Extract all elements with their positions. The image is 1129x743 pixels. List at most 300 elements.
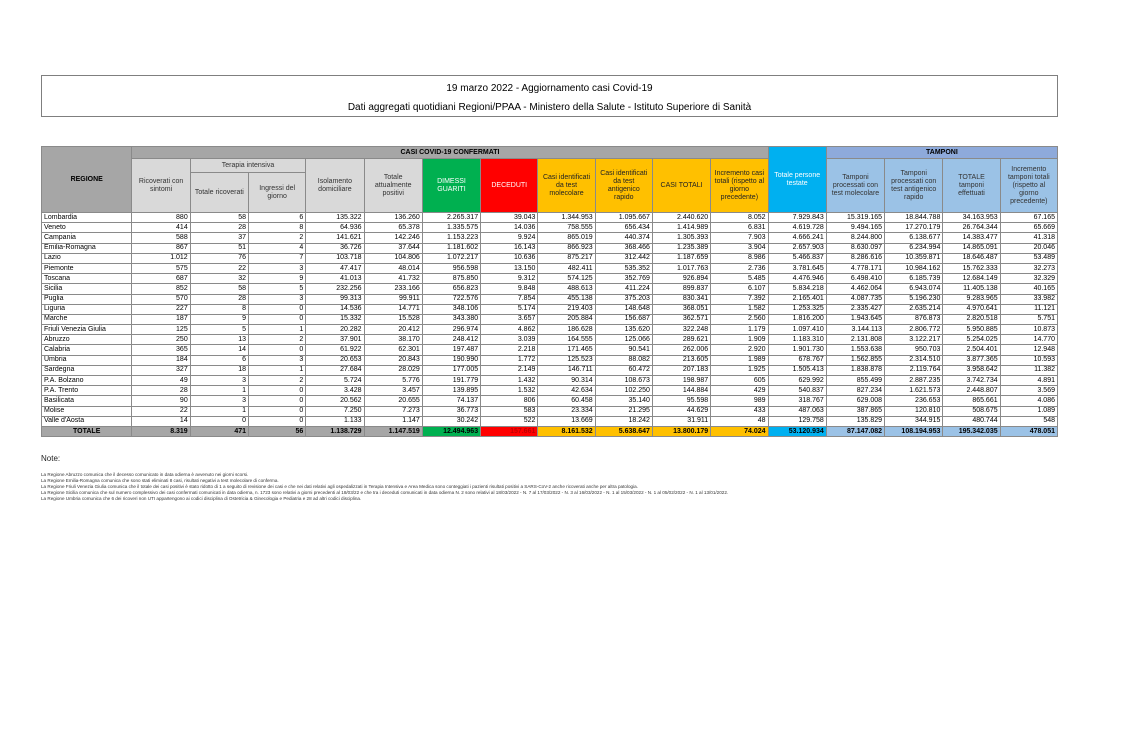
table-cell: 141.621 bbox=[306, 233, 364, 243]
table-cell: 1.305.393 bbox=[652, 233, 710, 243]
table-cell: 1.187.659 bbox=[652, 253, 710, 263]
table-cell: 1 bbox=[249, 325, 306, 335]
table-cell: 36.726 bbox=[306, 243, 364, 253]
totals-cell: 13.800.179 bbox=[652, 426, 710, 436]
table-cell: 47.417 bbox=[306, 263, 364, 273]
table-cell: 605 bbox=[711, 376, 768, 386]
table-row bbox=[42, 263, 1058, 273]
table-cell: 32.273 bbox=[1000, 263, 1057, 273]
table-cell: 58 bbox=[190, 284, 248, 294]
table-cell: 33.982 bbox=[1000, 294, 1057, 304]
table-cell: 989 bbox=[711, 396, 768, 406]
header-deceduti: DECEDUTI bbox=[481, 159, 538, 213]
table-cell: 433 bbox=[711, 406, 768, 416]
table-cell: 1.989 bbox=[711, 355, 768, 365]
table-cell: 950.703 bbox=[885, 345, 943, 355]
table-cell: 20.046 bbox=[1000, 243, 1057, 253]
table-cell: 4.666.241 bbox=[768, 233, 826, 243]
table-cell: 3 bbox=[249, 263, 306, 273]
totals-cell: 5.638.647 bbox=[595, 426, 652, 436]
table-cell: 38.170 bbox=[364, 335, 422, 345]
table-cell: 41.013 bbox=[306, 274, 364, 284]
table-cell: 1.414.989 bbox=[652, 223, 710, 233]
table-cell: 8 bbox=[190, 304, 248, 314]
region-name-cell: Molise bbox=[42, 406, 132, 416]
table-cell: 51 bbox=[190, 243, 248, 253]
region-name-cell: P.A. Trento bbox=[42, 386, 132, 396]
table-cell: 8.986 bbox=[711, 253, 768, 263]
table-cell: 865.019 bbox=[538, 233, 595, 243]
table-cell: 125.523 bbox=[538, 355, 595, 365]
region-name-cell: Abruzzo bbox=[42, 335, 132, 345]
table-cell: 2.560 bbox=[711, 314, 768, 324]
table-cell: 60.458 bbox=[538, 396, 595, 406]
table-cell: 198.987 bbox=[652, 376, 710, 386]
table-cell: 13.669 bbox=[538, 416, 595, 426]
table-row bbox=[42, 304, 1058, 314]
table-cell: 574.125 bbox=[538, 274, 595, 284]
table-cell: 65.378 bbox=[364, 223, 422, 233]
table-cell: 187 bbox=[132, 314, 190, 324]
note-line: La Regione Friuli Venezia Giulia comunica che il totale dei casi positivi è stato ridotto di 1 a seguito di revisione dei casi e che nei dati relativi agli ospedalizzati in Terapia Intensiva e Area Medica sono conteggiati i pazienti risultati positivi a SARS-CoV-2 anche ricoverati anche per altra patologia. bbox=[41, 484, 638, 489]
table-cell: 629.992 bbox=[768, 376, 826, 386]
table-cell: 3.657 bbox=[481, 314, 538, 324]
table-cell: 2.335.427 bbox=[826, 304, 884, 314]
table-cell: 135.829 bbox=[826, 416, 884, 426]
table-cell: 28 bbox=[190, 223, 248, 233]
table-cell: 16.143 bbox=[481, 243, 538, 253]
table-cell: 53.489 bbox=[1000, 253, 1057, 263]
table-cell: 880 bbox=[132, 213, 190, 223]
table-cell: 61.922 bbox=[306, 345, 364, 355]
table-cell: 15.319.165 bbox=[826, 213, 884, 223]
table-cell: 440.374 bbox=[595, 233, 652, 243]
table-cell: 1.235.389 bbox=[652, 243, 710, 253]
table-cell: 27.684 bbox=[306, 365, 364, 375]
notes-section bbox=[41, 455, 728, 502]
table-cell: 12.684.149 bbox=[943, 274, 1000, 284]
table-row bbox=[42, 314, 1058, 324]
table-cell: 855.499 bbox=[826, 376, 884, 386]
totals-cell: 8.161.532 bbox=[538, 426, 595, 436]
table-cell: 2.806.772 bbox=[885, 325, 943, 335]
region-name-cell: Sardegna bbox=[42, 365, 132, 375]
table-cell: 5.174 bbox=[481, 304, 538, 314]
table-cell: 2.736 bbox=[711, 263, 768, 273]
table-cell: 156.687 bbox=[595, 314, 652, 324]
table-cell: 414 bbox=[132, 223, 190, 233]
table-cell: 139.895 bbox=[422, 386, 480, 396]
table-cell: 6.138.677 bbox=[885, 233, 943, 243]
table-body bbox=[42, 213, 1058, 437]
header-isolamento: Isolamento domiciliare bbox=[306, 159, 364, 213]
table-cell: 3 bbox=[249, 294, 306, 304]
table-row bbox=[42, 253, 1058, 263]
table-cell: 429 bbox=[711, 386, 768, 396]
region-name-cell: Sicilia bbox=[42, 284, 132, 294]
table-cell: 108.673 bbox=[595, 376, 652, 386]
table-cell: 362.571 bbox=[652, 314, 710, 324]
table-cell: 348.106 bbox=[422, 304, 480, 314]
table-cell: 135.322 bbox=[306, 213, 364, 223]
table-cell: 629.008 bbox=[826, 396, 884, 406]
table-cell: 125 bbox=[132, 325, 190, 335]
table-cell: 722.576 bbox=[422, 294, 480, 304]
table-row bbox=[42, 376, 1058, 386]
table-cell: 6 bbox=[249, 213, 306, 223]
report-title-box bbox=[41, 75, 1058, 117]
table-cell: 4.891 bbox=[1000, 376, 1057, 386]
table-cell: 1.553.638 bbox=[826, 345, 884, 355]
table-cell: 12.948 bbox=[1000, 345, 1057, 355]
table-cell: 1.181.602 bbox=[422, 243, 480, 253]
table-cell: 570 bbox=[132, 294, 190, 304]
table-cell: 2 bbox=[249, 376, 306, 386]
table-cell: 11.405.138 bbox=[943, 284, 1000, 294]
table-cell: 9 bbox=[190, 314, 248, 324]
header-ti-ingressi: Ingressi del giorno bbox=[249, 173, 306, 213]
table-row bbox=[42, 294, 1058, 304]
table-cell: 129.758 bbox=[768, 416, 826, 426]
table-cell: 3 bbox=[190, 396, 248, 406]
table-cell: 3.122.217 bbox=[885, 335, 943, 345]
header-casi-totali: CASI TOTALI bbox=[652, 159, 710, 213]
table-cell: 3.958.642 bbox=[943, 365, 1000, 375]
table-cell: 233.166 bbox=[364, 284, 422, 294]
table-cell: 14.770 bbox=[1000, 335, 1057, 345]
table-cell: 62.301 bbox=[364, 345, 422, 355]
table-cell: 2.218 bbox=[481, 345, 538, 355]
table-cell: 0 bbox=[249, 396, 306, 406]
totals-cell: 157.661 bbox=[481, 426, 538, 436]
table-cell: 368.466 bbox=[595, 243, 652, 253]
table-row bbox=[42, 355, 1058, 365]
table-cell: 322.248 bbox=[652, 325, 710, 335]
table-cell: 0 bbox=[249, 304, 306, 314]
region-name-cell: Puglia bbox=[42, 294, 132, 304]
table-cell: 852 bbox=[132, 284, 190, 294]
table-cell: 1.012 bbox=[132, 253, 190, 263]
table-cell: 2.820.518 bbox=[943, 314, 1000, 324]
table-cell: 74.137 bbox=[422, 396, 480, 406]
table-cell: 248.412 bbox=[422, 335, 480, 345]
report-date-line: 19 marzo 2022 - Aggiornamento casi Covid-19 bbox=[446, 83, 653, 94]
header-attualmente-positivi: Totale attualmente positivi bbox=[364, 159, 422, 213]
table-cell: 120.810 bbox=[885, 406, 943, 416]
table-cell: 318.767 bbox=[768, 396, 826, 406]
table-row bbox=[42, 335, 1058, 345]
table-cell: 146.711 bbox=[538, 365, 595, 375]
region-name-cell: Campania bbox=[42, 233, 132, 243]
totals-cell: 1.138.729 bbox=[306, 426, 364, 436]
totals-cell: 53.120.934 bbox=[768, 426, 826, 436]
table-cell: 171.465 bbox=[538, 345, 595, 355]
table-cell: 227 bbox=[132, 304, 190, 314]
table-row bbox=[42, 233, 1058, 243]
table-cell: 3.742.734 bbox=[943, 376, 1000, 386]
table-cell: 34.163.953 bbox=[943, 213, 1000, 223]
table-cell: 1.017.763 bbox=[652, 263, 710, 273]
table-cell: 875.850 bbox=[422, 274, 480, 284]
table-cell: 2.119.764 bbox=[885, 365, 943, 375]
table-cell: 10.636 bbox=[481, 253, 538, 263]
table-cell: 8 bbox=[249, 223, 306, 233]
table-row bbox=[42, 365, 1058, 375]
table-row bbox=[42, 274, 1058, 284]
table-cell: 22 bbox=[190, 263, 248, 273]
table-cell: 7.250 bbox=[306, 406, 364, 416]
table-cell: 956.598 bbox=[422, 263, 480, 273]
region-name-cell: Veneto bbox=[42, 223, 132, 233]
table-cell: 9.283.965 bbox=[943, 294, 1000, 304]
table-cell: 99.911 bbox=[364, 294, 422, 304]
table-cell: 14.383.477 bbox=[943, 233, 1000, 243]
table-cell: 2 bbox=[249, 335, 306, 345]
table-cell: 219.403 bbox=[538, 304, 595, 314]
table-cell: 32 bbox=[190, 274, 248, 284]
table-cell: 2.504.401 bbox=[943, 345, 1000, 355]
table-cell: 10.359.871 bbox=[885, 253, 943, 263]
table-cell: 2.635.214 bbox=[885, 304, 943, 314]
table-cell: 6.831 bbox=[711, 223, 768, 233]
region-name-cell: Umbria bbox=[42, 355, 132, 365]
table-cell: 656.823 bbox=[422, 284, 480, 294]
table-cell: 3.144.113 bbox=[826, 325, 884, 335]
table-cell: 2.314.510 bbox=[885, 355, 943, 365]
table-cell: 8.244.800 bbox=[826, 233, 884, 243]
header-casi-antigenico: Casi identificati da test antigenico rapido bbox=[595, 159, 652, 213]
table-cell: 1.582 bbox=[711, 304, 768, 314]
region-name-cell: Piemonte bbox=[42, 263, 132, 273]
table-cell: 1.072.217 bbox=[422, 253, 480, 263]
table-cell: 104.806 bbox=[364, 253, 422, 263]
note-line: La Regione Emilia-Romagna comunica che sono stati eliminati 8 casi, risultati negativi a test molecolare di conferma. bbox=[41, 478, 279, 483]
region-name-cell: Emilia-Romagna bbox=[42, 243, 132, 253]
table-cell: 23.334 bbox=[538, 406, 595, 416]
table-cell: 6.185.739 bbox=[885, 274, 943, 284]
table-cell: 0 bbox=[249, 314, 306, 324]
header-regione: REGIONE bbox=[42, 147, 132, 213]
table-cell: 14.865.091 bbox=[943, 243, 1000, 253]
table-cell: 44.629 bbox=[652, 406, 710, 416]
table-cell: 352.769 bbox=[595, 274, 652, 284]
table-cell: 8.052 bbox=[711, 213, 768, 223]
header-incremento-casi: Incremento casi totali (rispetto al giorno precedente) bbox=[711, 159, 768, 213]
table-cell: 3 bbox=[190, 376, 248, 386]
report-source-line: Dati aggregati quotidiani Regioni/PPAA - Ministero della Salute - Istituto Superiore di Sanità bbox=[347, 102, 752, 113]
notes-list bbox=[41, 472, 728, 502]
note-line: La Regione Sicilia comunica che sul numero complessivo dei casi confermati comunicati in data odierna, n. 1723 sono relativi a giorni precedenti al 18/03/22 e che tra i deceduti comunicati in data odierna N. 2 sono relativi al 18/03/2022 - N. 7 al 17/03/2022 - N. 3 al 16/03/2022 - N. 1 al 15/03/2022 - N. 1 al 05/02/2022 - N. 1 al 13/01/2022. bbox=[41, 490, 729, 495]
table-row bbox=[42, 284, 1058, 294]
table-cell: 5.724 bbox=[306, 376, 364, 386]
header-tamponi-molecolare: Tamponi processati con test molecolare bbox=[826, 159, 884, 213]
table-cell: 5.254.025 bbox=[943, 335, 1000, 345]
table-cell: 343.380 bbox=[422, 314, 480, 324]
table-cell: 5 bbox=[249, 284, 306, 294]
table-cell: 9 bbox=[249, 274, 306, 284]
table-cell: 102.250 bbox=[595, 386, 652, 396]
table-cell: 827.234 bbox=[826, 386, 884, 396]
table-cell: 867 bbox=[132, 243, 190, 253]
table-row bbox=[42, 416, 1058, 426]
table-cell: 5.196.230 bbox=[885, 294, 943, 304]
table-cell: 1 bbox=[190, 386, 248, 396]
totals-cell: 8.319 bbox=[132, 426, 190, 436]
header-tamponi-incremento: Incremento tamponi totali (rispetto al giorno precedente) bbox=[1000, 159, 1057, 213]
table-cell: 488.613 bbox=[538, 284, 595, 294]
table-cell: 2.657.903 bbox=[768, 243, 826, 253]
table-cell: 15.332 bbox=[306, 314, 364, 324]
table-cell: 487.063 bbox=[768, 406, 826, 416]
table-row bbox=[42, 386, 1058, 396]
table-cell: 1.183.310 bbox=[768, 335, 826, 345]
table-cell: 22 bbox=[132, 406, 190, 416]
table-cell: 365 bbox=[132, 345, 190, 355]
table-cell: 0 bbox=[249, 406, 306, 416]
table-cell: 4.462.064 bbox=[826, 284, 884, 294]
header-dimessi: DIMESSI GUARITI bbox=[422, 159, 480, 213]
header-ricoverati: Ricoverati con sintomi bbox=[132, 159, 190, 213]
table-cell: 6.107 bbox=[711, 284, 768, 294]
table-cell: 14.771 bbox=[364, 304, 422, 314]
table-cell: 9.312 bbox=[481, 274, 538, 284]
table-cell: 13 bbox=[190, 335, 248, 345]
table-cell: 575 bbox=[132, 263, 190, 273]
table-cell: 1 bbox=[249, 365, 306, 375]
table-cell: 8.630.097 bbox=[826, 243, 884, 253]
table-cell: 375.203 bbox=[595, 294, 652, 304]
table-cell: 327 bbox=[132, 365, 190, 375]
table-cell: 41.732 bbox=[364, 274, 422, 284]
region-name-cell: Liguria bbox=[42, 304, 132, 314]
table-cell: 10.873 bbox=[1000, 325, 1057, 335]
table-cell: 17.270.179 bbox=[885, 223, 943, 233]
table-cell: 232.256 bbox=[306, 284, 364, 294]
totals-cell: 478.051 bbox=[1000, 426, 1057, 436]
table-cell: 35.140 bbox=[595, 396, 652, 406]
table-cell: 26.764.344 bbox=[943, 223, 1000, 233]
table-cell: 583 bbox=[481, 406, 538, 416]
table-cell: 9.924 bbox=[481, 233, 538, 243]
header-tamponi-totale: TOTALE tamponi effettuati bbox=[943, 159, 1000, 213]
table-cell: 6.498.410 bbox=[826, 274, 884, 284]
region-name-cell: P.A. Bolzano bbox=[42, 376, 132, 386]
table-cell: 875.217 bbox=[538, 253, 595, 263]
header-ti-totale: Totale ricoverati bbox=[190, 173, 248, 213]
table-cell: 39.043 bbox=[481, 213, 538, 223]
table-cell: 213.605 bbox=[652, 355, 710, 365]
region-name-cell: Toscana bbox=[42, 274, 132, 284]
table-cell: 3 bbox=[249, 355, 306, 365]
table-cell: 289.621 bbox=[652, 335, 710, 345]
table-cell: 2.887.235 bbox=[885, 376, 943, 386]
table-cell: 40.165 bbox=[1000, 284, 1057, 294]
table-cell: 3.039 bbox=[481, 335, 538, 345]
region-name-cell: Friuli Venezia Giulia bbox=[42, 325, 132, 335]
table-cell: 1.838.878 bbox=[826, 365, 884, 375]
table-cell: 205.884 bbox=[538, 314, 595, 324]
table-cell: 11.382 bbox=[1000, 365, 1057, 375]
table-cell: 2.131.808 bbox=[826, 335, 884, 345]
table-cell: 3.457 bbox=[364, 386, 422, 396]
header-group-ti: Terapia intensiva bbox=[190, 159, 306, 173]
table-cell: 2.165.401 bbox=[768, 294, 826, 304]
table-cell: 190.990 bbox=[422, 355, 480, 365]
table-cell: 144.884 bbox=[652, 386, 710, 396]
table-cell: 482.411 bbox=[538, 263, 595, 273]
table-cell: 60.472 bbox=[595, 365, 652, 375]
table-cell: 7.854 bbox=[481, 294, 538, 304]
table-cell: 7.903 bbox=[711, 233, 768, 243]
table-cell: 3.877.365 bbox=[943, 355, 1000, 365]
table-cell: 15.528 bbox=[364, 314, 422, 324]
table-cell: 18 bbox=[190, 365, 248, 375]
totals-cell: 471 bbox=[190, 426, 248, 436]
header-group-cases: CASI COVID-19 CONFERMATI bbox=[132, 147, 768, 159]
region-name-cell: Lombardia bbox=[42, 213, 132, 223]
table-cell: 4.619.728 bbox=[768, 223, 826, 233]
table-cell: 4 bbox=[249, 243, 306, 253]
table-cell: 1.344.953 bbox=[538, 213, 595, 223]
totals-label: TOTALE bbox=[42, 426, 132, 436]
table-cell: 42.634 bbox=[538, 386, 595, 396]
table-cell: 18.242 bbox=[595, 416, 652, 426]
table-cell: 1.179 bbox=[711, 325, 768, 335]
table-cell: 508.675 bbox=[943, 406, 1000, 416]
table-cell: 3.569 bbox=[1000, 386, 1057, 396]
table-cell: 28 bbox=[132, 386, 190, 396]
table-row bbox=[42, 223, 1058, 233]
table-cell: 2.448.807 bbox=[943, 386, 1000, 396]
table-row bbox=[42, 345, 1058, 355]
table-cell: 142.246 bbox=[364, 233, 422, 243]
table-cell: 1.532 bbox=[481, 386, 538, 396]
table-cell: 197.487 bbox=[422, 345, 480, 355]
table-cell: 866.923 bbox=[538, 243, 595, 253]
table-cell: 411.224 bbox=[595, 284, 652, 294]
notes-heading: Note: bbox=[41, 454, 61, 463]
table-cell: 90.314 bbox=[538, 376, 595, 386]
table-cell: 548 bbox=[1000, 416, 1057, 426]
table-cell: 5 bbox=[190, 325, 248, 335]
table-cell: 262.006 bbox=[652, 345, 710, 355]
table-cell: 1.943.645 bbox=[826, 314, 884, 324]
table-cell: 164.555 bbox=[538, 335, 595, 345]
table-cell: 207.183 bbox=[652, 365, 710, 375]
header-persone-testate: Totale persone testate bbox=[768, 147, 826, 213]
table-cell: 865.661 bbox=[943, 396, 1000, 406]
totals-row bbox=[42, 426, 1058, 436]
table-cell: 184 bbox=[132, 355, 190, 365]
table-cell: 125.066 bbox=[595, 335, 652, 345]
table-cell: 522 bbox=[481, 416, 538, 426]
table-cell: 687 bbox=[132, 274, 190, 284]
table-cell: 5.466.837 bbox=[768, 253, 826, 263]
table-cell: 48 bbox=[711, 416, 768, 426]
table-cell: 20.655 bbox=[364, 396, 422, 406]
table-cell: 90.541 bbox=[595, 345, 652, 355]
table-row bbox=[42, 213, 1058, 223]
table-cell: 191.779 bbox=[422, 376, 480, 386]
table-cell: 0 bbox=[190, 416, 248, 426]
table-cell: 41.318 bbox=[1000, 233, 1057, 243]
table-cell: 312.442 bbox=[595, 253, 652, 263]
region-name-cell: Marche bbox=[42, 314, 132, 324]
table-cell: 20.412 bbox=[364, 325, 422, 335]
table-cell: 90 bbox=[132, 396, 190, 406]
table-cell: 5.485 bbox=[711, 274, 768, 284]
table-cell: 1.097.410 bbox=[768, 325, 826, 335]
